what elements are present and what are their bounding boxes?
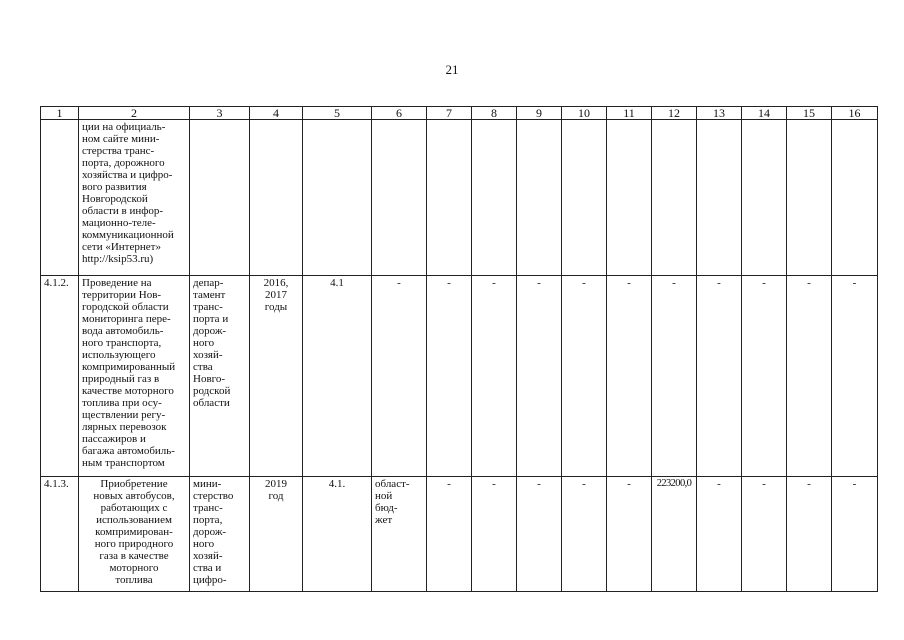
funding-source-cell: - (372, 276, 427, 477)
indicator-cell: 4.1 (303, 276, 372, 477)
column-number-row (41, 107, 878, 120)
column-number: 3 (190, 107, 250, 120)
column-number: 13 (697, 107, 742, 120)
value-cell: - (832, 477, 878, 592)
item-number-cell: 4.1.3. (41, 477, 79, 592)
value-cell: - (787, 276, 832, 477)
column-number: 9 (517, 107, 562, 120)
value-cell: - (562, 477, 607, 592)
executor-cell: мини- стерство транс- порта, дорож- ного хозяй- ства и цифро- (190, 477, 250, 592)
value-cell: - (517, 276, 562, 477)
value-cell: - (607, 276, 652, 477)
table-row (41, 477, 878, 592)
value-cell: 223200,0 (652, 477, 697, 592)
value-cell: - (427, 477, 472, 592)
table-row (41, 120, 878, 276)
column-number: 16 (832, 107, 878, 120)
column-number: 12 (652, 107, 697, 120)
column-number: 8 (472, 107, 517, 120)
value-cell: - (472, 276, 517, 477)
column-number: 2 (79, 107, 190, 120)
years-cell: 2019 год (250, 477, 303, 592)
funding-source-cell: област- ной бюд- жет (372, 477, 427, 592)
value-cell (787, 120, 832, 276)
value-cell (742, 120, 787, 276)
value-cell: - (832, 276, 878, 477)
column-number: 10 (562, 107, 607, 120)
value-cell: - (652, 276, 697, 477)
program-table (40, 106, 878, 592)
value-cell: - (742, 477, 787, 592)
page-number: 21 (445, 62, 459, 77)
item-description-cell: Приобретение новых автобусов, работающих с использованием компримирован- ного природного газа в качестве моторного топлива (79, 477, 190, 592)
executor-cell: депар- тамент транс- порта и дорож- ного хозяй- ства Новго- родской области (190, 276, 250, 477)
value-cell (607, 120, 652, 276)
column-number: 6 (372, 107, 427, 120)
item-description-cell: ции на официаль- ном сайте мини- стерства транс- порта, дорожного хозяйства и цифро- вого развития Новгородской области в инфор- мационно-теле- коммуникационной сети «Интернет» http://ksip53.ru) (79, 120, 190, 276)
table-row (41, 276, 878, 477)
value-cell (427, 120, 472, 276)
value-cell: - (697, 477, 742, 592)
column-number: 7 (427, 107, 472, 120)
value-cell: - (427, 276, 472, 477)
years-cell: 2016, 2017 годы (250, 276, 303, 477)
column-number: 11 (607, 107, 652, 120)
executor-cell (190, 120, 250, 276)
column-number: 15 (787, 107, 832, 120)
value-cell: - (472, 477, 517, 592)
column-number: 5 (303, 107, 372, 120)
item-number-cell (41, 120, 79, 276)
value-cell (517, 120, 562, 276)
column-number: 14 (742, 107, 787, 120)
value-cell (832, 120, 878, 276)
value-cell (652, 120, 697, 276)
value-cell: - (787, 477, 832, 592)
years-cell (250, 120, 303, 276)
value-cell: - (607, 477, 652, 592)
value-cell: - (697, 276, 742, 477)
value-cell (562, 120, 607, 276)
value-cell: - (517, 477, 562, 592)
value-cell (472, 120, 517, 276)
value-cell: - (742, 276, 787, 477)
item-description-cell: Проведение на территории Нов- городской области мониторинга пере- вода автомобиль- ного транспорта, использующего компримированный природный газ в качестве моторного топлива при осу- ществлении регу- лярных перевозок пассажиров и багажа автомобиль- ным транспортом (79, 276, 190, 477)
indicator-cell (303, 120, 372, 276)
column-number: 4 (250, 107, 303, 120)
indicator-cell: 4.1. (303, 477, 372, 592)
column-number: 1 (41, 107, 79, 120)
funding-source-cell (372, 120, 427, 276)
item-number-cell: 4.1.2. (41, 276, 79, 477)
value-cell: - (562, 276, 607, 477)
value-cell (697, 120, 742, 276)
